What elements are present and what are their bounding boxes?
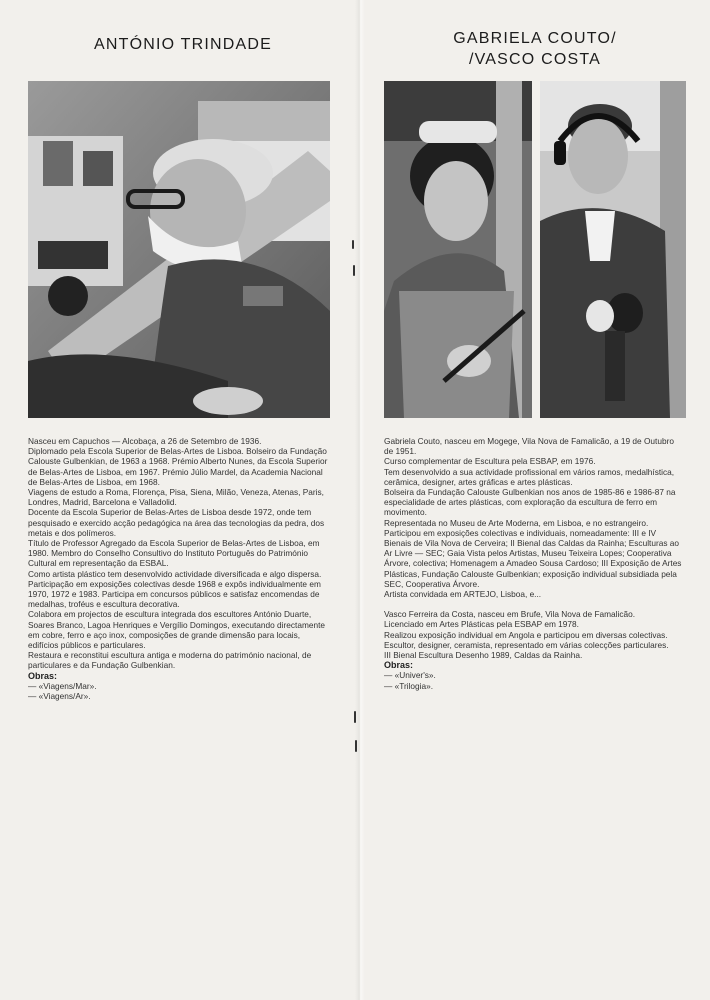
bio-paragraph: Curso complementar de Escultura pela ESBAP, em 1976. bbox=[384, 456, 596, 467]
work-item: — «Viagens/Ar». bbox=[28, 691, 91, 702]
title-line: GABRIELA COUTO/ bbox=[453, 30, 617, 47]
bio-paragraph: Licenciado em Artes Plásticas pela ESBAP em 1978. bbox=[384, 619, 579, 630]
bio-paragraph: Vasco Ferreira da Costa, nasceu em Brufe, Vila Nova de Famalicão. bbox=[384, 609, 636, 620]
work-item: — «Univer's». bbox=[384, 670, 436, 681]
page-fold bbox=[355, 0, 365, 1000]
work-item: — «Trilogia». bbox=[384, 680, 434, 691]
artist-photo-vasco bbox=[540, 81, 686, 418]
bio-paragraph: Como artista plástico tem desenvolvido actividade diversificada e algo dispersa. bbox=[28, 568, 322, 579]
artist-photo bbox=[28, 81, 330, 418]
bio-paragraph: Realizou exposição individual em Angola e participou em diversas colectivas. bbox=[384, 629, 668, 640]
artist-antonio-trindade bbox=[28, 0, 338, 1000]
bio-paragraph: Docente da Escola Superior de Belas-Artes de Lisboa desde 1972, onde tem pesquisado e exercido acção pedagógica na área das tecnologias da pedra, dos metais e dos polímeros. bbox=[28, 507, 325, 538]
title-line: /VASCO COSTA bbox=[468, 51, 602, 68]
binding-mark bbox=[353, 265, 355, 276]
bio-paragraph: Colabora em projectos de escultura integrada dos escultores António Duarte, Soares Branco, Lagoa Henriques e Vergílio Domingos, executando directamente em cobre, ferro e aço inox, composições de grande dimensão para locais, edifícios públicos e particulares. bbox=[28, 609, 326, 651]
artist-title: ANTÓNIO TRINDADE bbox=[93, 36, 273, 53]
work-item: — «Viagens/Mar». bbox=[28, 680, 97, 691]
bio-paragraph: Viagens de estudo a Roma, Florença, Pisa, Siena, Milão, Veneza, Atenas, Paris, Londres, Madrid, Barcelona e Valladolid. bbox=[28, 487, 324, 508]
artist-photo-gabriela bbox=[384, 81, 532, 418]
bio-paragraph: III Bienal Escultura Desenho 1989, Caldas da Rainha. bbox=[384, 650, 583, 661]
works-heading: Obras: bbox=[28, 670, 58, 681]
bio-paragraph: Participou em exposições colectivas e individuais, nomeadamente: III e IV Bienais de Vila Nova de Cerveira; II Bienal das Caldas da Rainha; Esculturas ao Ar Livre — SEC; Gaia Vista pelos Artistas, Museu Teixeira Lopes; Cooperativa Árvore, colectiva; Homenagem a Amadeo Sousa Cardoso; III Exposição de Artes Plásticas, Fundação Calouste Gulbenkian; exposição individual subsidiada pela SEC, Cooperativa Árvore. bbox=[384, 527, 682, 589]
artist-title bbox=[384, 28, 686, 70]
bio-paragraph: Restaura e reconstitui escultura antiga e moderna do património nacional, de particulares e da Fundação Gulbenkian. bbox=[28, 650, 312, 671]
artists-couto-costa bbox=[384, 0, 686, 1000]
binding-mark bbox=[354, 711, 356, 723]
bio-paragraph: Diplomado pela Escola Superior de Belas-Artes de Lisboa. Bolseiro da Fundação Calouste Gulbenkian, de 1963 a 1968. Prémio Alberto Nunes, da Escola Superior de Belas-Artes de Lisboa, em 1967. Prémio Júlio Mardel, da Academia Nacional de Belas-Artes de Lisboa, em 1968. bbox=[28, 446, 328, 487]
bio-paragraph: Título de Professor Agregado da Escola Superior de Belas-Artes de Lisboa, em 1980. Membro do Conselho Consultivo do Instituto Português do Património Cultural em representação da ESBAL. bbox=[28, 538, 320, 569]
binding-mark bbox=[355, 740, 357, 752]
bio-paragraph: Escultor, designer, ceramista, representado em várias colecções particulares. bbox=[384, 639, 669, 650]
works-heading: Obras: bbox=[384, 660, 414, 671]
bio-paragraph: Gabriela Couto, nasceu em Mogege, Vila Nova de Famalicão, a 19 de Outubro de 1951. bbox=[384, 436, 674, 457]
bio-paragraph: Representada no Museu de Arte Moderna, em Lisboa, e no estrangeiro. bbox=[384, 517, 649, 528]
artists-bio bbox=[384, 436, 684, 691]
bio-paragraph: Tem desenvolvido a sua actividade profissional em vários ramos, medalhística, cerâmica, designer, artes gráficas e artes plásticas. bbox=[384, 466, 675, 487]
bio-paragraph: Artista convidada em ARTEJO, Lisboa, e... bbox=[384, 589, 542, 600]
bio-paragraph: Bolseira da Fundação Calouste Gulbenkian nos anos de 1985-86 e 1986-87 na especialidade de artes plásticas, com exploração da escultura de ferro em movimento. bbox=[384, 487, 676, 518]
artist-bio bbox=[28, 436, 328, 701]
bio-paragraph: Participação em exposições colectivas desde 1968 e expôs individualmente em 1970, 1972 e 1983. Participa em concursos públicos e satisfaz encomendas de medalhas, troféus e escultura decorativa. bbox=[28, 578, 321, 610]
binding-mark bbox=[352, 240, 354, 249]
bio-paragraph: Nasceu em Capuchos — Alcobaça, a 26 de Setembro de 1936. bbox=[28, 436, 262, 446]
